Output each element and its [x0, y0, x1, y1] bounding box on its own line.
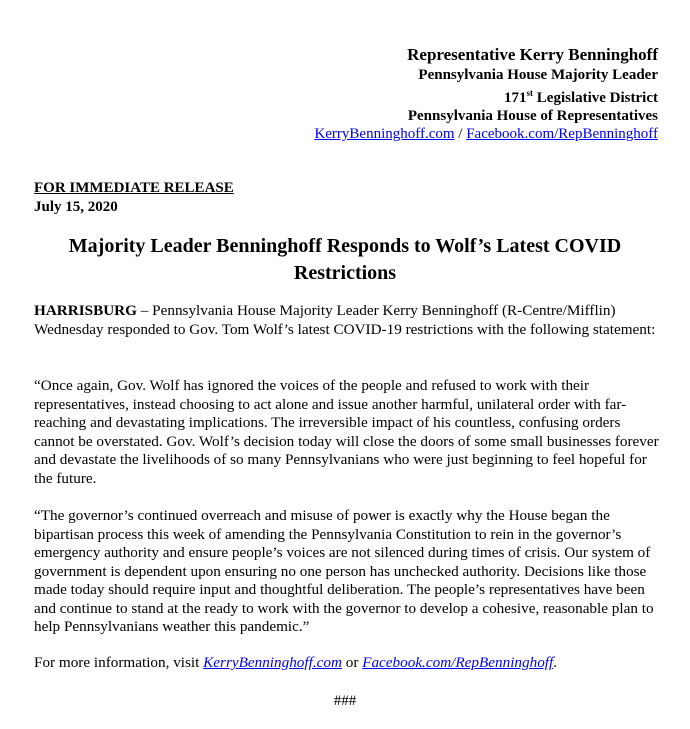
more-info-middle: or: [341, 654, 363, 671]
quote-paragraph-1: “Once again, Gov. Wolf has ignored the voices of the people and refused to work with their representatives, instead choosing to act alone and issue another harmful, unilateral order with far-reaching and devastating implications. The irreversible impact of his countless, confusing orders cannot be overstated. Gov. Wolf’s decision today will close the doors of some small businesses forever and devastate the livelihoods of so many Pennsylvanians who were just beginning to feel hopeful for the future.: [34, 377, 659, 487]
district-ordinal-suffix: st: [526, 88, 534, 98]
headline: Majority Leader Benninghoff Responds to Wolf’s Latest COVID Restrictions: [68, 235, 622, 284]
legislative-district: [314, 84, 658, 107]
more-info-prefix: For more information, visit: [34, 654, 204, 671]
website-link-footer[interactable]: KerryBenninghoff.com: [203, 654, 342, 671]
letterhead-links: [314, 125, 658, 143]
link-separator: /: [454, 126, 467, 142]
facebook-link-footer[interactable]: Facebook.com/RepBenninghoff: [362, 654, 554, 671]
legislative-body: Pennsylvania House of Representatives: [407, 108, 658, 124]
release-info: [34, 179, 234, 217]
more-info-paragraph: [34, 654, 660, 673]
more-info-suffix: .: [553, 654, 558, 671]
intro-text: – Pennsylvania House Majority Leader Kerry Benninghoff (R-Centre/Mifflin) Wednesday responded to Gov. Tom Wolf’s latest COVID-19 restrictions with the following statement:: [34, 302, 656, 338]
facebook-link[interactable]: Facebook.com/RepBenninghoff: [466, 126, 658, 142]
district-number: 171: [504, 90, 527, 106]
quote-paragraph-2: “The governor’s continued overreach and misuse of power is exactly why the House began the bipartisan process this week of amending the Pennsylvania Constitution to rein in the governor’s emergency authority and ensure people’s voices are not silenced during times of crisis. Our system of government is dependent upon ensuring no one person has unchecked authority. Decisions like those made today should require input and thoughtful deliberation. The people’s representatives have been and continue to stand at the ready to work with the governor to develop a cohesive, reasonable plan to help Pennsylvanians weather this pandemic.”: [34, 507, 654, 635]
intro-paragraph: [34, 302, 660, 339]
dateline: HARRISBURG: [34, 302, 137, 319]
representative-name: Representative Kerry Benninghoff: [407, 45, 658, 64]
letterhead: [314, 44, 658, 143]
district-label: Legislative District: [533, 90, 658, 106]
end-mark: ###: [333, 693, 357, 709]
release-label: FOR IMMEDIATE RELEASE: [34, 180, 234, 196]
website-link[interactable]: KerryBenninghoff.com: [314, 126, 455, 142]
release-date: July 15, 2020: [34, 199, 118, 215]
representative-title: Pennsylvania House Majority Leader: [418, 67, 658, 83]
